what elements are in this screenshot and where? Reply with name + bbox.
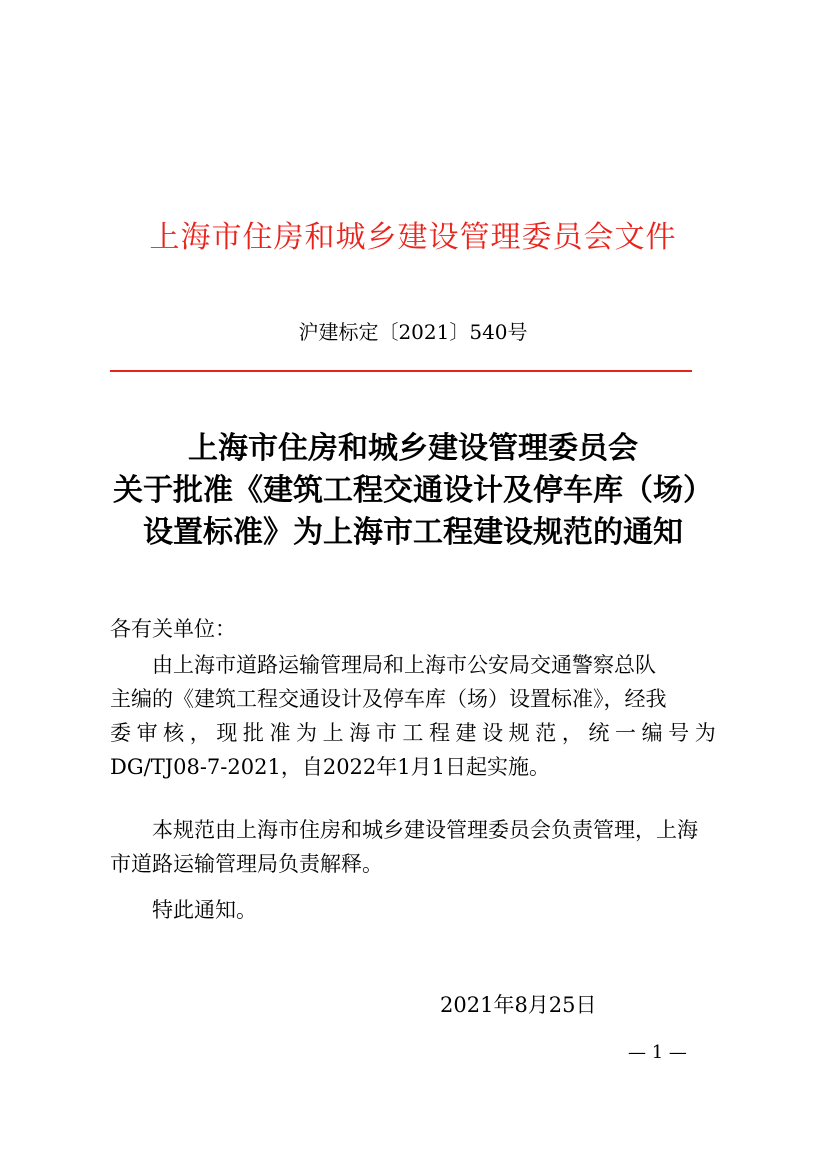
justified-char: 建 — [455, 721, 477, 745]
justified-char: 设 — [482, 721, 504, 745]
paragraph-line: 由上海市道路运输管理局和上海市公安局交通警察总队 — [152, 653, 656, 677]
body-paragraph-2 — [110, 813, 716, 881]
document-number: 沪建标定〔2021〕540号 — [298, 320, 528, 344]
closing-line: 特此通知。 — [152, 898, 257, 922]
justified-char: 编 — [641, 721, 663, 745]
paragraph-line-justified — [110, 716, 716, 750]
justified-char: 市 — [375, 721, 397, 745]
red-divider-line — [110, 370, 692, 372]
justified-char: 海 — [349, 721, 371, 745]
notice-title-line: 上海市住房和城乡建设管理委员会 — [188, 431, 638, 466]
closing-paragraph — [110, 893, 716, 927]
justified-char: 现 — [216, 721, 238, 745]
justified-char: ， — [561, 721, 583, 745]
notice-title — [0, 428, 826, 554]
justified-char: 为 — [694, 721, 716, 745]
paragraph-line: DG/TJ08-7-2021，自2022年1月1日起实施。 — [110, 755, 550, 779]
justified-char: ， — [189, 721, 211, 745]
justified-char: 程 — [428, 721, 450, 745]
paragraph-line: 本规范由上海市住房和城乡建设管理委员会负责管理，上海 — [152, 818, 698, 842]
organization-header-title: 上海市住房和城乡建设管理委员会文件 — [149, 220, 677, 255]
page-number: — 1 — — [628, 1042, 687, 1063]
notice-title-line: 关于批准《建筑工程交通设计及停车库（场） — [113, 473, 713, 508]
justified-char: 统 — [588, 721, 610, 745]
justified-char: 委 — [110, 721, 131, 745]
paragraph-line: 主编的《建筑工程交通设计及停车库（场）设置标准》，经我 — [110, 687, 667, 711]
paragraph-line: 市道路运输管理局负责解释。 — [110, 852, 383, 876]
justified-char: 核 — [163, 721, 185, 745]
salutation: 各有关单位： — [110, 617, 236, 641]
justified-char: 范 — [535, 721, 557, 745]
justified-char: 工 — [402, 721, 424, 745]
justified-char: 规 — [508, 721, 530, 745]
justified-char: 上 — [322, 721, 344, 745]
issue-date: 2021年8月25日 — [440, 993, 597, 1017]
justified-char: 为 — [296, 721, 318, 745]
justified-char: 批 — [242, 721, 264, 745]
notice-title-line: 设置标准》为上海市工程建设规范的通知 — [143, 515, 683, 550]
justified-char: 号 — [668, 721, 690, 745]
justified-char: 一 — [614, 721, 636, 745]
justified-char: 审 — [136, 721, 158, 745]
body-paragraph-1 — [110, 648, 716, 784]
justified-char: 准 — [269, 721, 291, 745]
